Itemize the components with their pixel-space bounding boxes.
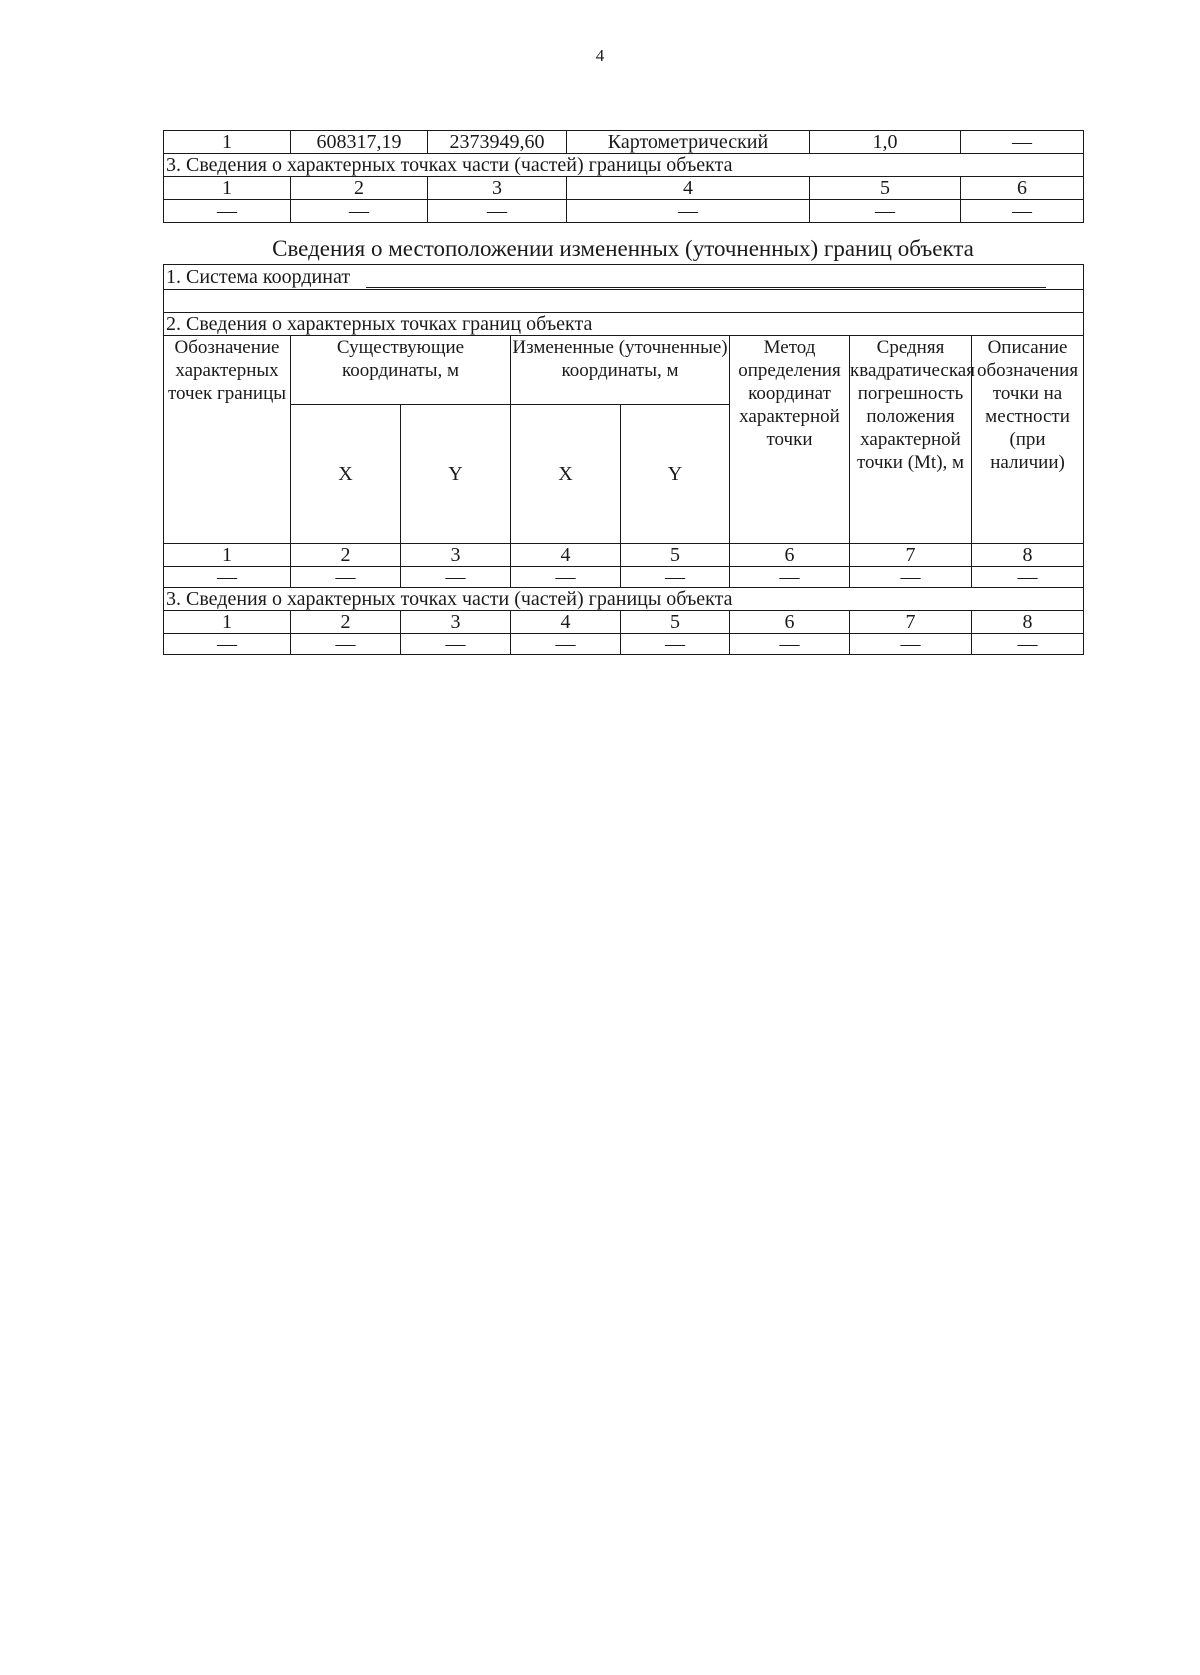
- dash-cell: —: [972, 567, 1084, 588]
- section-title: 3. Сведения о характерных точках части (частей) границы объекта: [164, 588, 1084, 611]
- section-heading: Сведения о местоположении измененных (уточненных) границ объекта: [272, 236, 974, 261]
- column-numbers-row: [164, 611, 1084, 634]
- coordinate-system-field: [366, 269, 1046, 288]
- page-number: 4: [595, 46, 605, 65]
- dash-cell: —: [511, 634, 621, 655]
- y-coordinate-cell: 2373949,60: [428, 131, 567, 154]
- column-number: 5: [810, 177, 961, 200]
- dash-cell: —: [972, 634, 1084, 655]
- dash-cell: —: [401, 634, 511, 655]
- coordinate-system-row: [164, 265, 1084, 290]
- column-number: 3: [401, 611, 511, 634]
- column-number: 3: [428, 177, 567, 200]
- column-numbers-row: [164, 544, 1084, 567]
- dash-cell: —: [621, 567, 730, 588]
- x-coordinate-cell: 608317,19: [291, 131, 428, 154]
- dash-cell: —: [730, 567, 850, 588]
- dash-cell: —: [291, 634, 401, 655]
- column-number: 5: [621, 611, 730, 634]
- dash-cell: —: [164, 567, 291, 588]
- column-number: 1: [164, 611, 291, 634]
- section-title: 3. Сведения о характерных точках части (частей) границы объекта: [164, 154, 1084, 177]
- dash-cell: —: [810, 200, 961, 223]
- column-number: 5: [621, 544, 730, 567]
- header-method: Метод определения координат характерной точки: [730, 336, 850, 544]
- blank-row: [164, 290, 1084, 313]
- dash-cell: —: [428, 200, 567, 223]
- table-row: [164, 131, 1084, 154]
- header-x-existing: X: [291, 405, 401, 544]
- dash-cell: —: [850, 567, 972, 588]
- dash-cell: —: [621, 634, 730, 655]
- dash-cell: —: [961, 200, 1084, 223]
- column-number: 6: [730, 544, 850, 567]
- dash-cell: —: [511, 567, 621, 588]
- column-number: 8: [972, 611, 1084, 634]
- section-row: [164, 588, 1084, 611]
- dash-cell: —: [567, 200, 810, 223]
- section-row: [164, 154, 1084, 177]
- section-row: [164, 313, 1084, 336]
- dash-cell: —: [291, 200, 428, 223]
- header-designation: Обозначение характерных точек границы: [164, 336, 291, 544]
- section-title: 2. Сведения о характерных точках границ объекта: [164, 313, 1084, 336]
- column-number: 1: [164, 544, 291, 567]
- point-number-cell: 1: [164, 131, 291, 154]
- header-accuracy: Средняя квадратическая погрешность положения характерной точки (Mt), м: [850, 336, 972, 544]
- dash-cell: —: [164, 200, 291, 223]
- table-row: [164, 634, 1084, 655]
- header-row: [164, 336, 1084, 405]
- dash-cell: —: [730, 634, 850, 655]
- column-number: 2: [291, 544, 401, 567]
- table-row: [164, 567, 1084, 588]
- column-number: 4: [567, 177, 810, 200]
- column-number: 4: [511, 544, 621, 567]
- coordinate-system-label: 1. Система координат: [166, 266, 351, 288]
- column-number: 7: [850, 611, 972, 634]
- column-number: 7: [850, 544, 972, 567]
- header-y-changed: Y: [621, 405, 730, 544]
- header-x-changed: X: [511, 405, 621, 544]
- column-number: 6: [730, 611, 850, 634]
- description-cell: —: [961, 131, 1084, 154]
- column-number: 4: [511, 611, 621, 634]
- accuracy-cell: 1,0: [810, 131, 961, 154]
- dash-cell: —: [401, 567, 511, 588]
- dash-cell: —: [164, 634, 291, 655]
- boundary-points-table-continued: [163, 130, 1084, 223]
- table-row: [164, 200, 1084, 223]
- changed-boundaries-table: [163, 264, 1084, 655]
- column-number: 8: [972, 544, 1084, 567]
- header-changed-coordinates: Измененные (уточненные) координаты, м: [511, 336, 730, 405]
- column-numbers-row: [164, 177, 1084, 200]
- column-number: 2: [291, 611, 401, 634]
- header-existing-coordinates: Существующие координаты, м: [291, 336, 511, 405]
- column-number: 6: [961, 177, 1084, 200]
- column-number: 1: [164, 177, 291, 200]
- dash-cell: —: [291, 567, 401, 588]
- dash-cell: —: [850, 634, 972, 655]
- column-number: 3: [401, 544, 511, 567]
- header-y-existing: Y: [401, 405, 511, 544]
- method-cell: Картометрический: [567, 131, 810, 154]
- column-number: 2: [291, 177, 428, 200]
- header-description: Описание обозначения точки на местности (при наличии): [972, 336, 1084, 544]
